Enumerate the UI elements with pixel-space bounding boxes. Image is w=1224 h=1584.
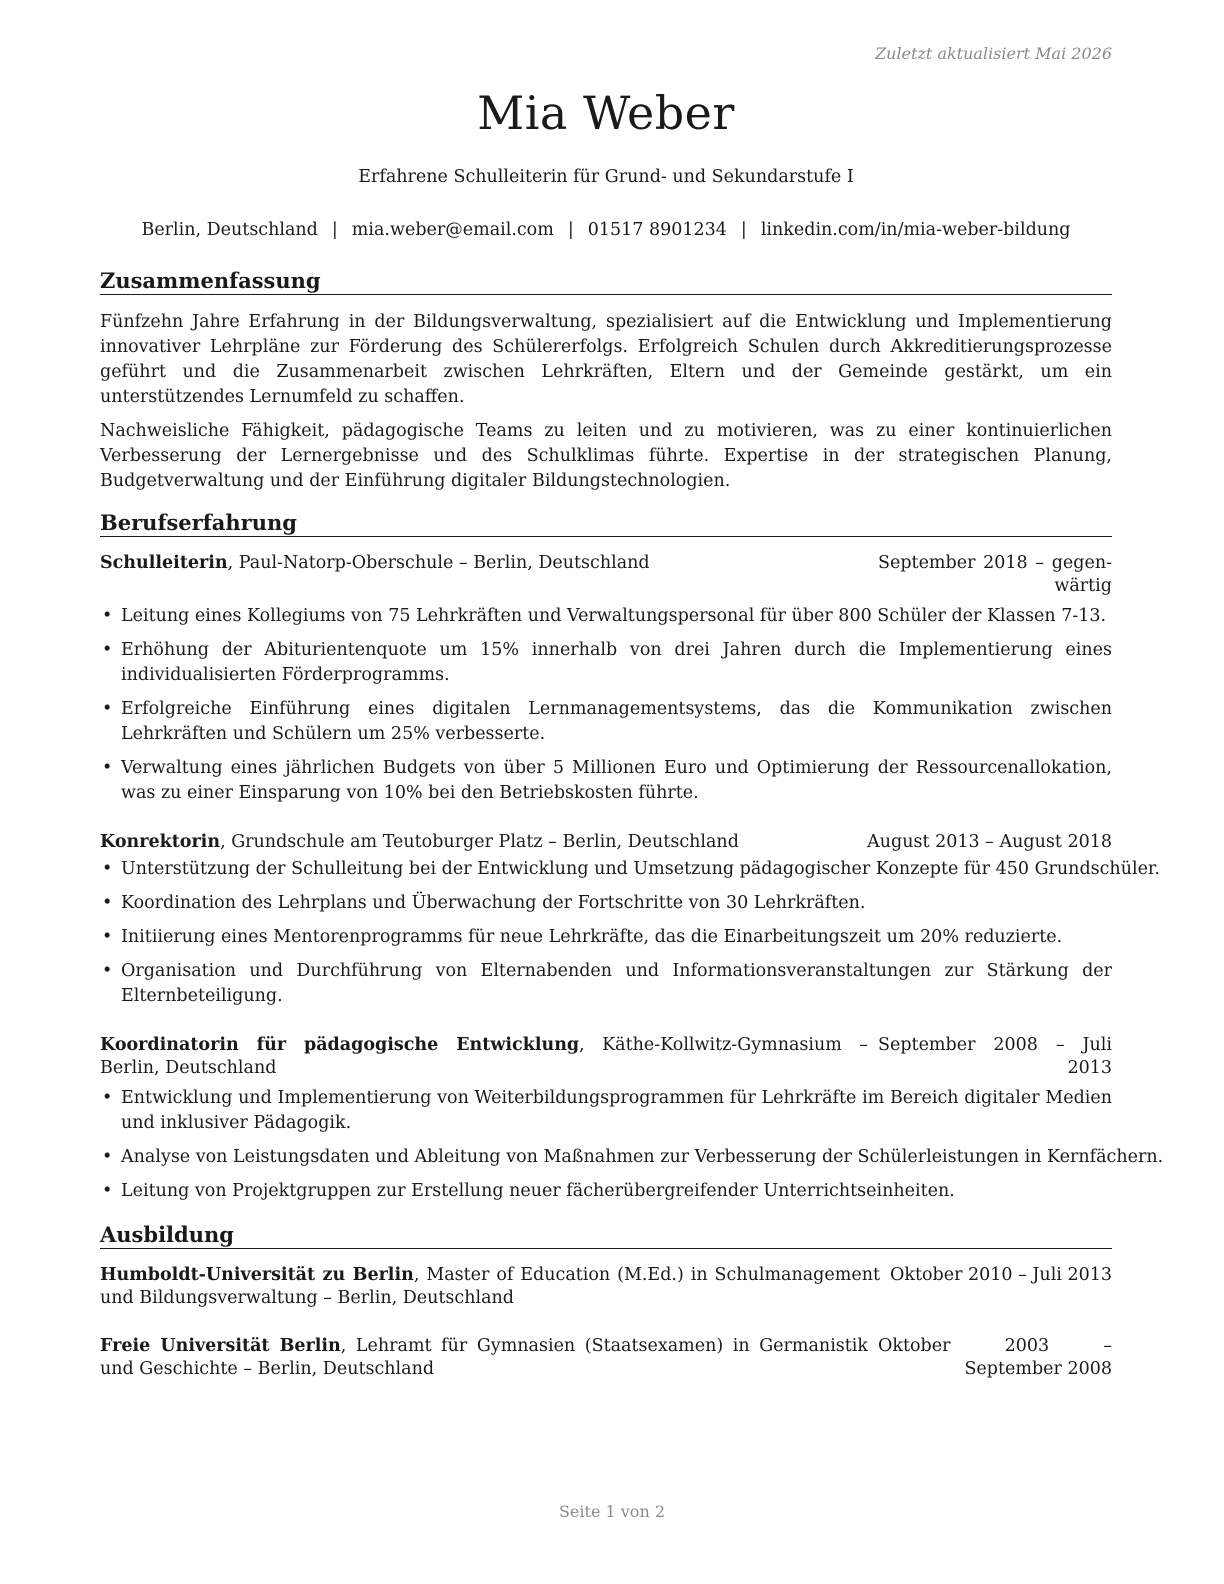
job-header xyxy=(100,552,1112,598)
job-bullets xyxy=(100,1086,1164,1204)
list-item: • Leitung eines Kollegiums von 75 Lehrkräften und Verwaltungspersonal für über 800 Schüler der Klassen 7-13. xyxy=(100,604,1112,629)
job-role: Koordinatorin für pädagogische Entwicklung xyxy=(100,1035,580,1055)
education-detail: , Master of Education (M.Ed.) in Schulmanagement und Bildungsverwaltung – Berlin, Deutschland xyxy=(100,1265,880,1308)
list-item: • Erhöhung der Abiturientenquote um 15% innerhalb von drei Jahren durch die Implementierung eines individualisierten Förderprogramms. xyxy=(100,638,1112,688)
contact-separator: | xyxy=(331,220,338,240)
resume-content xyxy=(100,268,1164,1381)
education-title-line xyxy=(100,1264,880,1310)
job-title-line xyxy=(100,831,857,854)
job-title-line xyxy=(100,552,868,575)
list-item: • Leitung von Projektgruppen zur Erstellung neuer fächerübergreifender Unterrichtseinheiten. xyxy=(100,1179,1112,1204)
list-item: • Initiierung eines Mentorenprogramms für neue Lehrkräfte, das die Einarbeitungszeit um 20% reduzierte. xyxy=(100,925,1112,950)
education-title-line xyxy=(100,1335,868,1381)
contact-location: Berlin, Deutschland xyxy=(141,220,318,240)
contact-email[interactable]: mia.weber@email.com xyxy=(351,220,554,240)
section-title-experience: Berufserfahrung xyxy=(100,510,1112,537)
job-entry xyxy=(100,552,1112,806)
summary-paragraph: Fünfzehn Jahre Erfahrung in der Bildungsverwaltung, spezialisiert auf die Entwicklung und Implementierung innovativer Lehrpläne zur Förderung des Schülererfolgs. Erfolgreich Schulen durch Akkreditierungsprozesse geführt und die Zusammenarbeit zwischen Lehrkräften, Eltern und der Gemeinde gestärkt, um ein unterstützendes Lernumfeld zu schaffen. xyxy=(100,312,1112,407)
education-school: Humboldt-Universität zu Berlin xyxy=(100,1265,414,1285)
job-org: , Käthe-Kollwitz-Gymnasium – Berlin, Deutschland xyxy=(100,1035,869,1078)
contact-line xyxy=(100,220,1112,240)
job-role: Konrektorin xyxy=(100,832,221,852)
candidate-name: Mia Weber xyxy=(477,86,735,140)
summary-paragraph: Nachweisliche Fähigkeit, pädagogische Teams zu leiten und zu motivieren, was zu einer kontinuierlichen Verbesserung der Lernergebnisse und des Schulklimas führte. Expertise in der strategischen Planung, Budgetverwaltung und der Einführung digitaler Bildungstechnologien. xyxy=(100,421,1112,491)
contact-linkedin[interactable]: linkedin.com/in/mia-weber-bildung xyxy=(760,220,1071,240)
education-entry xyxy=(100,1264,1112,1310)
job-dates: August 2013 – August 2018 xyxy=(867,832,1112,852)
list-item: • Verwaltung eines jährlichen Budgets von über 5 Millionen Euro und Optimierung der Ressourcenallokation, was zu einer Einsparung von 10% bei den Betriebskosten führte. xyxy=(100,756,1112,806)
list-item: • Analyse von Leistungsdaten und Ableitung von Maßnahmen zur Verbesserung der Schülerleistungen in Kernfächern. xyxy=(100,1145,1112,1170)
list-item: • Entwicklung und Implementierung von Weiterbildungsprogrammen für Lehrkräfte im Bereich digitaler Medien und inklusiver Pädagogik. xyxy=(100,1086,1112,1136)
job-org: , Paul-Natorp-Oberschule – Berlin, Deutschland xyxy=(227,553,650,573)
job-entry xyxy=(100,1034,1164,1204)
job-header xyxy=(100,831,1112,854)
list-item: • Erfolgreiche Einführung eines digitalen Lernmanagementsystems, das die Kommunikation zwischen Lehrkräften und Schülern um 25% verbesserte. xyxy=(100,697,1112,747)
job-header xyxy=(100,1034,1112,1080)
list-item: • Unterstützung der Schulleitung bei der Entwicklung und Umsetzung pädagogischer Konzepte für 450 Grundschüler. xyxy=(100,857,1112,882)
section-title-summary: Zusammenfassung xyxy=(100,268,1112,295)
job-org: , Grundschule am Teutoburger Platz – Berlin, Deutschland xyxy=(220,832,739,852)
education-dates: Oktober 2003 – September 2008 xyxy=(878,1336,1112,1379)
education-school: Freie Universität Berlin xyxy=(100,1336,341,1356)
section-title-education: Ausbildung xyxy=(100,1222,1112,1249)
contact-phone[interactable]: 01517 8901234 xyxy=(587,220,727,240)
page-number: Seite 1 von 2 xyxy=(558,1502,666,1521)
contact-separator: | xyxy=(567,220,574,240)
list-item: • Koordination des Lehrplans und Überwachung der Fortschritte von 30 Lehrkräften. xyxy=(100,891,1112,916)
job-dates: September 2018 – gegen-wärtig xyxy=(878,553,1112,596)
list-item: • Organisation und Durchführung von Elternabenden und Informationsveranstaltungen zur Stärkung der Elternbeteiligung. xyxy=(100,959,1112,1009)
job-entry xyxy=(100,831,1160,1009)
education-entry xyxy=(100,1335,1112,1381)
education-dates: Oktober 2010 – Juli 2013 xyxy=(890,1265,1112,1285)
job-title-line xyxy=(100,1034,868,1080)
job-role: Schulleiterin xyxy=(100,553,228,573)
job-bullets xyxy=(100,857,1160,1009)
job-bullets xyxy=(100,604,1112,806)
tagline: Erfahrene Schulleiterin für Grund- und Sekundarstufe I xyxy=(358,167,854,187)
job-dates: September 2008 – Juli 2013 xyxy=(878,1035,1112,1078)
contact-separator: | xyxy=(740,220,747,240)
education-detail: , Lehramt für Gymnasien (Staatsexamen) in Germanistik und Geschichte – Berlin, Deutschland xyxy=(100,1336,869,1379)
last-updated: Zuletzt aktualisiert Mai 2026 xyxy=(875,44,1112,63)
